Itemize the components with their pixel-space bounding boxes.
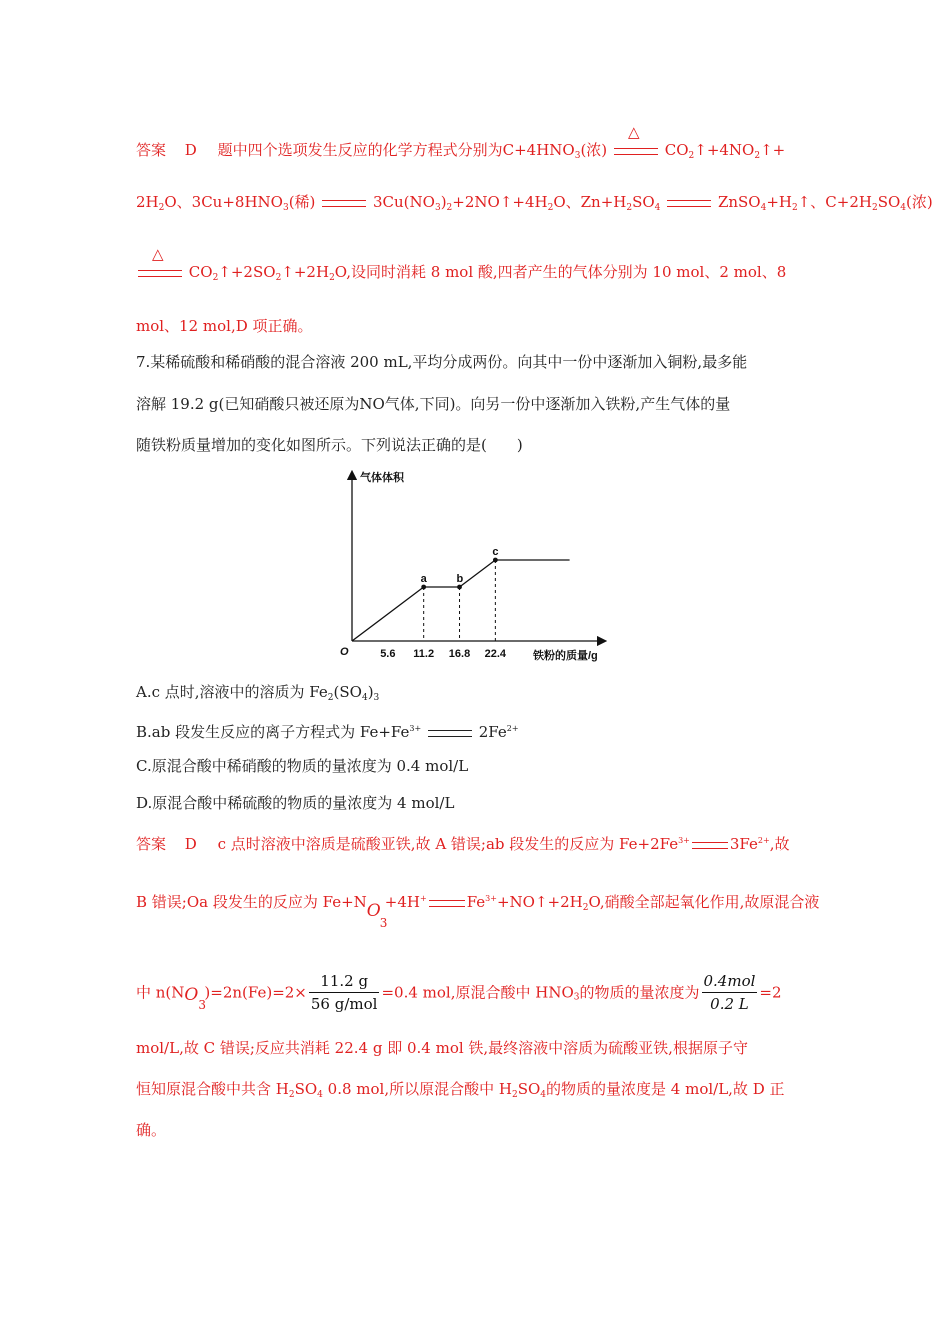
answer2-line6: 确。	[136, 1121, 167, 1139]
fraction-concentration: $\frac{\text{0.4mol}}{0.2 L}$	[703, 972, 756, 1013]
option-a: A.c 点时,溶液中的溶质为 $Fe_2(SO_4)_3$	[136, 683, 380, 703]
question-line1: 7.某稀硫酸和稀硝酸的混合溶液 200 mL,平均分成两份。向其中一份中逐渐加入铜粉,最多能	[136, 353, 748, 371]
answer1-line1: 答案 D 题中四个选项发生反应的化学方程式分别为$C+4HNO_3$(浓) △ $CO_2↑+4NO_2↑+$	[136, 123, 786, 161]
heating-equals-sign	[612, 123, 660, 158]
heating-equals-sign	[136, 245, 184, 280]
heat-triangle-icon: △	[152, 245, 164, 263]
question-line2: 溶解 19.2 g(已知硝酸只被还原为NO气体,下同)。向另一份中逐渐加入铁粉,产生气体的量	[136, 395, 731, 413]
option-b: B.ab 段发生反应的离子方程式为 $Fe+Fe^{3+}$ $2Fe^{2+}$	[136, 723, 519, 741]
answer-label: 答案	[136, 835, 167, 853]
answer1-line3: △ $CO_2↑+2SO_2↑+2H_2O$,设同时消耗 8 mol 酸,四者产生的气体分别为 10 mol、2 mol、8	[136, 262, 786, 288]
fraction-moles-iron: $\frac{11.2 g}{\text{56 g/mol}}$	[310, 972, 378, 1013]
answer-label: 答案	[136, 141, 167, 159]
x-tick-label: 11.2	[413, 648, 435, 660]
point-c	[493, 558, 498, 563]
equals-sign	[427, 896, 467, 910]
answer2-line4: mol/L,故 C 错误;反应共消耗 22.4 g 即 0.4 mol 铁,最终溶液中溶质为硫酸亚铁,根据原子守	[136, 1039, 748, 1057]
x-axis-label: 铁粉的质量/g	[533, 650, 598, 662]
equals-sign	[690, 838, 730, 852]
answer1-line2: $2H_2O$、$3Cu+8HNO_3$(稀) $3Cu(NO_3)_2+2NO↑+4H_2O$、$Zn+H_2SO_4$ $ZnSO_4+H_2↑$、$C+2H_2SO_4$(浓)	[136, 193, 933, 213]
answer1-line4: mol、12 mol,D 项正确。	[136, 317, 313, 335]
point-a	[421, 585, 426, 590]
point-label-b: b	[456, 573, 464, 585]
point-label-a: a	[420, 573, 427, 585]
answer2-line3: 中 n(N O 3 )=2n(Fe)=2× $\frac{11.2 g}{\text{56 g/mol}}$ =0.4 mol,原混合酸中 $HNO_3$的物质的量浓度为 $\frac{\text{0.4mol}}{0.2 L}$ =2	[136, 972, 782, 1013]
origin-label: O	[340, 646, 349, 658]
answer2-line1: 答案 D c 点时溶液中溶质是硫酸亚铁,故 A 错误;ab 段发生的反应为 $Fe+2Fe^{3+}$ $3Fe^{2+}$,故	[136, 835, 790, 853]
equals-sign	[665, 196, 713, 210]
answer-letter: D	[184, 141, 197, 159]
gas-volume-chart	[330, 465, 620, 670]
equals-sign	[426, 726, 474, 740]
answer2-line5: 恒知原混合酸中共含 $H_2SO_4$ 0.8 mol,所以原混合酸中 $H_2SO_4$的物质的量浓度是 4 mol/L,故 D 正	[136, 1080, 785, 1100]
x-tick-label: 16.8	[448, 648, 471, 660]
y-axis-label: 气体体积	[360, 472, 404, 484]
point-b	[457, 585, 462, 590]
x-tick-label: 5.6	[380, 648, 396, 660]
answer2-line2: B 错误;Oa 段发生的反应为 Fe+N O 3 +4H+ $Fe^{3+}+NO↑+2H_2O$,硝酸全部起氧化作用,故原混合液	[136, 893, 820, 930]
option-d: D.原混合酸中稀硫酸的物质的量浓度为 4 mol/L	[136, 794, 455, 812]
x-tick-label: 22.4	[484, 648, 507, 660]
heat-triangle-icon: △	[627, 123, 640, 141]
question-line3: 随铁粉质量增加的变化如图所示。下列说法正确的是( )	[136, 436, 523, 454]
equals-sign	[320, 196, 368, 210]
point-label-c: c	[492, 546, 499, 558]
option-c: C.原混合酸中稀硝酸的物质的量浓度为 0.4 mol/L	[136, 757, 469, 775]
answer-letter: D	[184, 835, 197, 853]
